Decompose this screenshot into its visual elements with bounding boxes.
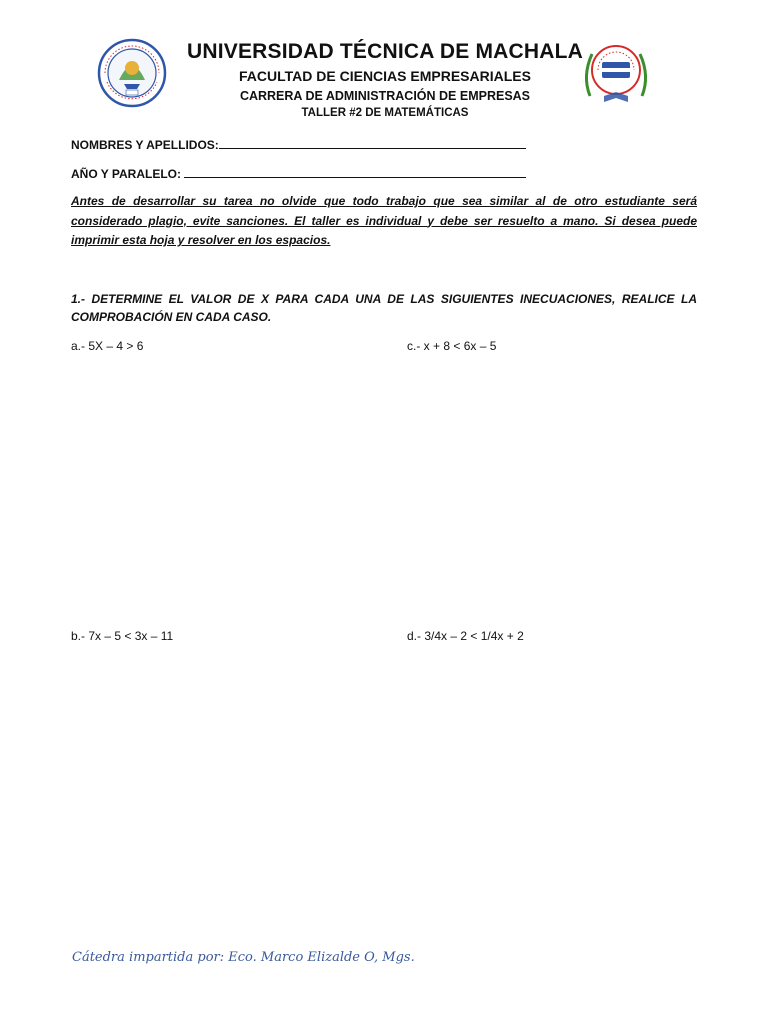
university-seal-logo	[97, 38, 167, 108]
year-label: AÑO Y PARALELO:	[71, 167, 182, 181]
university-title: UNIVERSIDAD TÉCNICA DE MACHALA	[186, 40, 584, 63]
question-1-text: 1.- DETERMINE EL VALOR DE X PARA CADA UNA DE LAS SIGUIENTES INECUACIONES, REALICE LA COMPROBACIÓN EN CADA CASO.	[71, 292, 697, 324]
exercise-d: d.- 3/4x – 2 < 1/4x + 2	[407, 629, 524, 643]
exercise-b: b.- 7x – 5 < 3x – 11	[71, 629, 174, 643]
plagiarism-notice: Antes de desarrollar su tarea no olvide que todo trabajo que sea similar al de otro estudiante será considerado plagio, evite sanciones. El taller es individual y debe ser resuelto a mano. Si desea puede imprimir esta hoja y resolver en los espacios.	[71, 194, 697, 247]
year-blank-line[interactable]	[184, 165, 526, 178]
workshop-title: TALLER #2 DE MATEMÁTICAS	[301, 107, 469, 119]
names-field	[71, 136, 526, 152]
exercise-c: c.- x + 8 < 6x – 5	[407, 339, 497, 353]
footer-credit: Cátedra impartida por: Eco. Marco Elizalde O, Mgs.	[72, 950, 415, 965]
exercise-a: a.- 5X – 4 > 6	[71, 339, 144, 353]
faculty-title: FACULTAD DE CIENCIAS EMPRESARIALES	[239, 68, 531, 84]
year-field	[71, 165, 526, 181]
names-label: NOMBRES Y APELLIDOS:	[71, 138, 219, 152]
career-title: CARRERA DE ADMINISTRACIÓN DE EMPRESAS	[239, 89, 531, 103]
names-blank-line[interactable]	[219, 136, 526, 149]
